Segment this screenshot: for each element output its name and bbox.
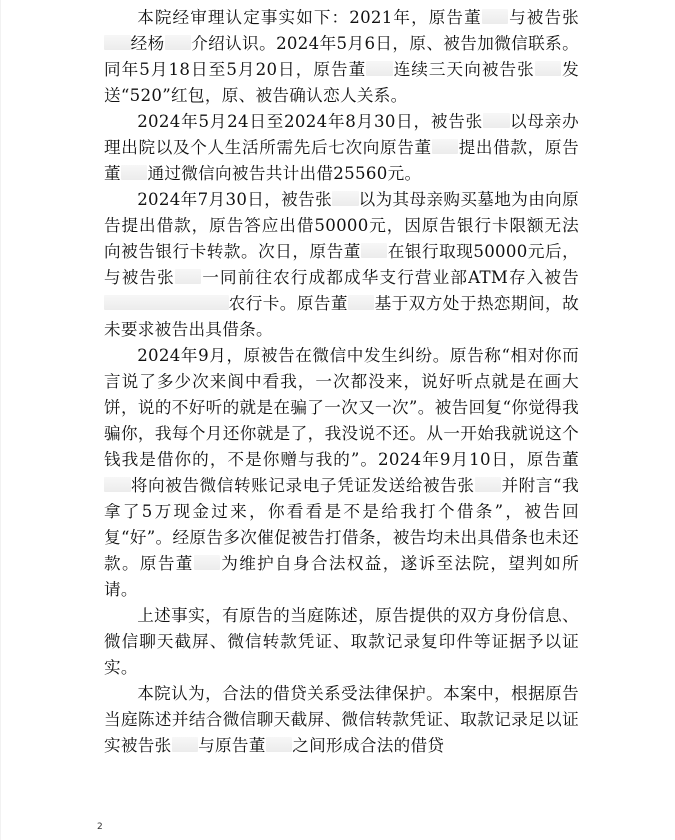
paragraph-text: 农行卡。原告董 <box>228 294 348 313</box>
paragraph-loans-may-aug <box>104 109 579 187</box>
redaction-mark <box>483 113 510 128</box>
paragraph-text: 提出借款，原告董 <box>104 138 579 183</box>
paragraph-text: 将向被告微信转账记录电子凭证发送给被告张 <box>130 476 475 495</box>
paragraph-text: 之间形成合法的借贷 <box>292 736 445 755</box>
paragraph-text: 在银行取现50000元后，与被告张 <box>104 242 580 287</box>
paragraph-text: 2024年9月，原被告在微信中发生纠纷。原告称“相对你而言说了多少次来阆中看我，一次都没来，说好听点就是在画大饼，说的不好听的就是在骗了一次又一次”。被告回复“你觉得我骗你，我每个月还你就是了，我没说不还。从一开始我就说这个钱我是借你的，不是你赠与我的”。2024年9月10日，原告董 <box>104 346 579 469</box>
redaction-mark <box>348 295 375 310</box>
redaction-mark <box>165 35 192 50</box>
paragraph-text: 2024年7月30日，被告张 <box>137 190 333 209</box>
redaction-mark <box>482 9 509 24</box>
redaction-mark <box>175 269 202 284</box>
paragraph-text: 连续三天向被告张 <box>392 60 535 79</box>
paragraph-evidence <box>104 603 579 681</box>
redaction-mark <box>121 165 148 180</box>
paragraph-text: 本院经审理认定事实如下：2021年，原告董 <box>137 8 482 27</box>
paragraph-text: 以母亲办理出院以及个人生活所需先后七次向原告董 <box>104 112 579 157</box>
paragraph-text: 并附言“我拿了5万现金过来，你看看是不是给我打个借条”，被告回复“好”。经原告多次催促被告打借条，被告均未出具借条也未还款。原告董 <box>104 476 580 573</box>
redaction-mark <box>194 555 221 570</box>
paragraph-text: 与原告董 <box>198 736 266 755</box>
paragraph-text: 基于双方处于热恋期间，故未要求被告出具借条。 <box>104 294 579 339</box>
redaction-mark <box>361 243 388 258</box>
page-number: 2 <box>97 822 103 832</box>
redaction-mark <box>104 35 131 50</box>
page-edge <box>0 0 1 840</box>
redaction-mark <box>104 295 229 310</box>
paragraph-text: 一同前往农行成都成华支行营业部ATM存入被告 <box>201 268 580 287</box>
paragraph-text: 2024年5月24日至2024年8月30日，被告张 <box>137 112 483 131</box>
redaction-mark <box>104 477 131 492</box>
redaction-mark <box>266 737 293 752</box>
paragraph-text: 通过微信向被告共计出借25560元。 <box>147 164 422 183</box>
paragraph-loan-july-30 <box>104 187 579 343</box>
paragraph-text: 介绍认识。2024年5月6日，原、被告加微信联系。同年5月18日至5月20日，原告董 <box>104 34 579 79</box>
paragraph-text: 以为其母亲购买墓地为由向原告提出借款，原告答应出借50000元，因原告银行卡限额无法向被告银行卡转款。次日，原告董 <box>104 190 579 261</box>
redaction-mark <box>432 139 459 154</box>
paragraph-facts-found <box>104 5 579 109</box>
judgment-body <box>104 5 579 759</box>
paragraph-text: 经杨 <box>130 34 165 53</box>
redaction-mark <box>475 477 502 492</box>
redaction-mark <box>535 61 562 76</box>
paragraph-text: 为维护自身合法权益，遂诉至法院，望判如所请。 <box>104 554 580 599</box>
paragraph-court-opinion <box>104 681 579 759</box>
paragraph-text: 发送“520”红包，原、被告确认恋人关系。 <box>104 60 579 105</box>
redaction-mark <box>172 737 199 752</box>
redaction-mark <box>366 61 393 76</box>
redaction-mark <box>332 191 359 206</box>
paragraph-text: 上述事实，有原告的当庭陈述，原告提供的双方身份信息、微信聊天截屏、微信转款凭证、取款记录复印件等证据予以证实。 <box>104 606 579 677</box>
paragraph-text: 本院认为，合法的借贷关系受法律保护。本案中，根据原告当庭陈述并结合微信聊天截屏、微信转款凭证、取款记录足以证实被告张 <box>104 684 579 755</box>
paragraph-wechat-dispute <box>104 343 579 603</box>
paragraph-text: 与被告张 <box>508 8 580 27</box>
